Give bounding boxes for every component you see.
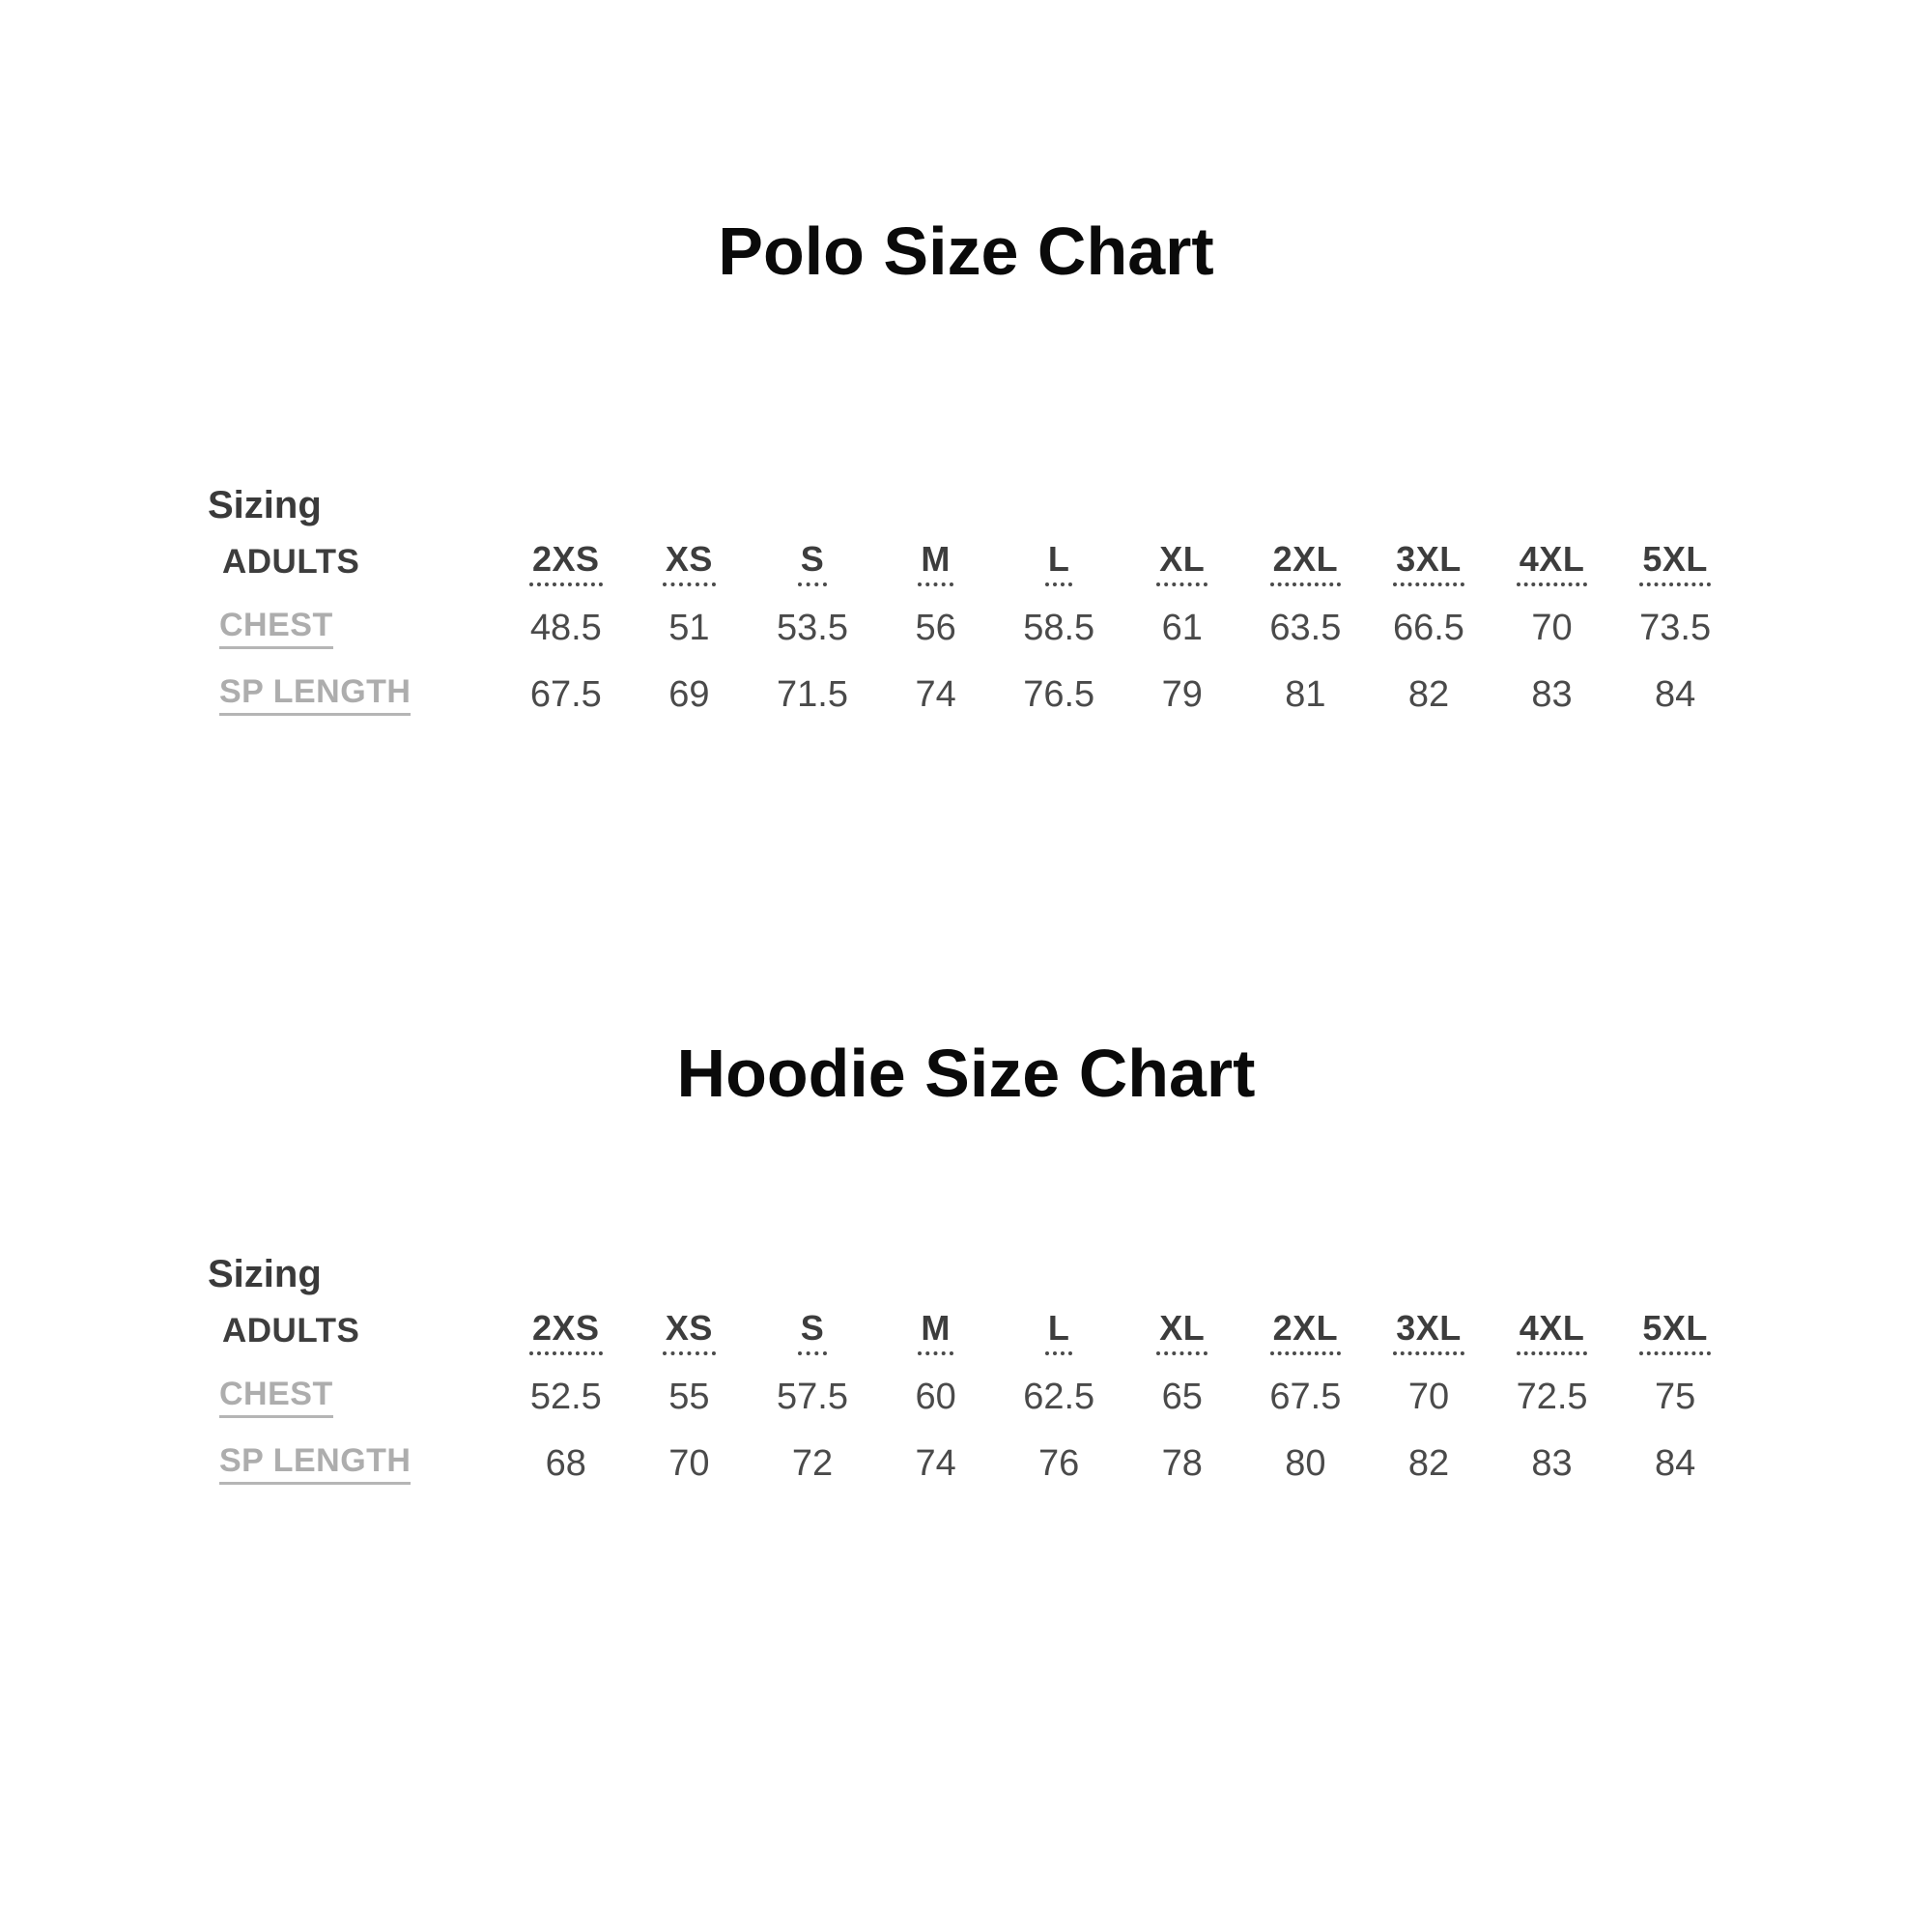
size-col-header-s[interactable]: S [798,1308,828,1355]
size-col-xs-cell [628,1308,752,1355]
chest-label-cell [208,1376,504,1418]
polo-header-row [208,531,1744,593]
chest-value: 72.5 [1516,1376,1588,1417]
sp-length-value: 82 [1407,1442,1450,1484]
chest-value: 70 [1407,1376,1450,1417]
chest-value: 60 [915,1376,956,1417]
size-col-header-4xl[interactable]: 4XL [1517,539,1588,586]
size-col-header-s[interactable]: S [798,539,828,586]
size-col-m-cell [874,539,998,586]
size-col-2xs-cell [504,1308,628,1355]
adults-row-header: ADULTS [222,1312,360,1350]
sp-length-value: 79 [1161,673,1203,715]
chest-value: 53.5 [777,607,848,648]
chest-value: 48.5 [529,607,602,648]
size-col-header-5xl[interactable]: 5XL [1639,1308,1711,1355]
size-col-5xl-cell [1613,539,1737,586]
polo-size-table [208,479,1744,726]
sp-length-value: 82 [1407,673,1450,715]
hoodie-chart-title: Hoodie Size Chart [676,1036,1256,1111]
sp-length-value: 83 [1531,1442,1573,1484]
chest-label-cell [208,607,504,649]
size-col-4xl-cell [1491,539,1614,586]
size-col-2xl-cell [1244,1308,1368,1355]
size-col-header-3xl[interactable]: 3XL [1393,1308,1464,1355]
size-col-header-l[interactable]: L [1045,539,1073,586]
size-col-3xl-cell [1367,1308,1491,1355]
size-col-s-cell [751,539,874,586]
sp-length-value: 84 [1655,1442,1696,1484]
sp-length-value: 76 [1038,1442,1080,1484]
chest-value: 75 [1655,1376,1696,1417]
polo-sp-length-row [208,663,1744,726]
chest-value: 63.5 [1269,607,1342,648]
hoodie-chest-row [208,1362,1744,1432]
hoodie-header-row [208,1300,1744,1362]
sp-length-row-label[interactable]: SP LENGTH [219,673,411,716]
size-col-header-4xl[interactable]: 4XL [1517,1308,1588,1355]
chest-value: 61 [1161,607,1203,648]
size-col-header-2xs[interactable]: 2XS [529,1308,603,1355]
size-col-5xl-cell [1613,1308,1737,1355]
chest-value: 57.5 [777,1376,848,1417]
sp-length-value: 80 [1285,1442,1326,1484]
sp-length-value: 83 [1531,673,1573,715]
size-col-header-xl[interactable]: XL [1156,539,1208,586]
size-col-header-2xs[interactable]: 2XS [529,539,603,586]
sp-length-label-cell [208,673,504,716]
chest-row-label[interactable]: CHEST [219,1376,333,1418]
chest-value: 73.5 [1639,607,1712,648]
size-col-header-2xl[interactable]: 2XL [1270,1308,1342,1355]
sp-length-value: 72 [791,1442,834,1484]
chest-value: 65 [1161,1376,1203,1417]
size-col-m-cell [874,1308,998,1355]
sp-length-value: 81 [1285,673,1326,715]
hoodie-size-table [208,1248,1744,1495]
sp-length-value: 71.5 [777,673,848,715]
chest-row-label[interactable]: CHEST [219,607,333,649]
sp-length-row-label[interactable]: SP LENGTH [219,1442,411,1485]
hoodie-sizing-row [208,1248,1744,1300]
sp-length-value: 69 [668,673,710,715]
size-col-header-m[interactable]: M [918,539,953,586]
size-col-4xl-cell [1491,1308,1614,1355]
size-col-l-cell [997,1308,1121,1355]
size-col-xl-cell [1121,1308,1244,1355]
hoodie-sp-length-row [208,1432,1744,1495]
chest-value: 66.5 [1392,607,1464,648]
sp-length-value: 74 [915,1442,956,1484]
sp-length-value: 74 [915,673,956,715]
sp-length-value: 78 [1161,1442,1203,1484]
size-col-header-5xl[interactable]: 5XL [1639,539,1711,586]
size-col-header-2xl[interactable]: 2XL [1270,539,1342,586]
sp-length-label-cell [208,1442,504,1485]
size-col-s-cell [751,1308,874,1355]
size-col-2xl-cell [1244,539,1368,586]
sp-length-value: 70 [668,1442,710,1484]
chest-value: 56 [915,607,956,648]
chest-value: 58.5 [1023,607,1095,648]
chest-value: 67.5 [1269,1376,1342,1417]
sp-length-value: 76.5 [1023,673,1095,715]
sp-length-value: 84 [1655,673,1696,715]
size-col-xs-cell [628,539,752,586]
size-col-header-xs[interactable]: XS [663,539,716,586]
chest-value: 55 [668,1376,710,1417]
adults-row-header: ADULTS [222,543,360,581]
sp-length-value: 67.5 [529,673,602,715]
size-col-header-xs[interactable]: XS [663,1308,716,1355]
size-col-header-3xl[interactable]: 3XL [1393,539,1464,586]
size-col-header-m[interactable]: M [918,1308,953,1355]
chest-value: 52.5 [529,1376,602,1417]
size-col-3xl-cell [1367,539,1491,586]
chest-value: 62.5 [1023,1376,1095,1417]
size-col-xl-cell [1121,539,1244,586]
sizing-heading: Sizing [208,483,322,526]
size-col-l-cell [997,539,1121,586]
polo-chest-row [208,593,1744,663]
chest-value: 51 [668,607,710,648]
polo-sizing-row [208,479,1744,531]
sizing-heading: Sizing [208,1252,322,1295]
chest-value: 70 [1531,607,1573,648]
size-col-header-l[interactable]: L [1045,1308,1073,1355]
size-col-2xs-cell [504,539,628,586]
polo-chart-title: Polo Size Chart [718,213,1214,289]
sp-length-value: 68 [545,1442,586,1484]
size-col-header-xl[interactable]: XL [1156,1308,1208,1355]
